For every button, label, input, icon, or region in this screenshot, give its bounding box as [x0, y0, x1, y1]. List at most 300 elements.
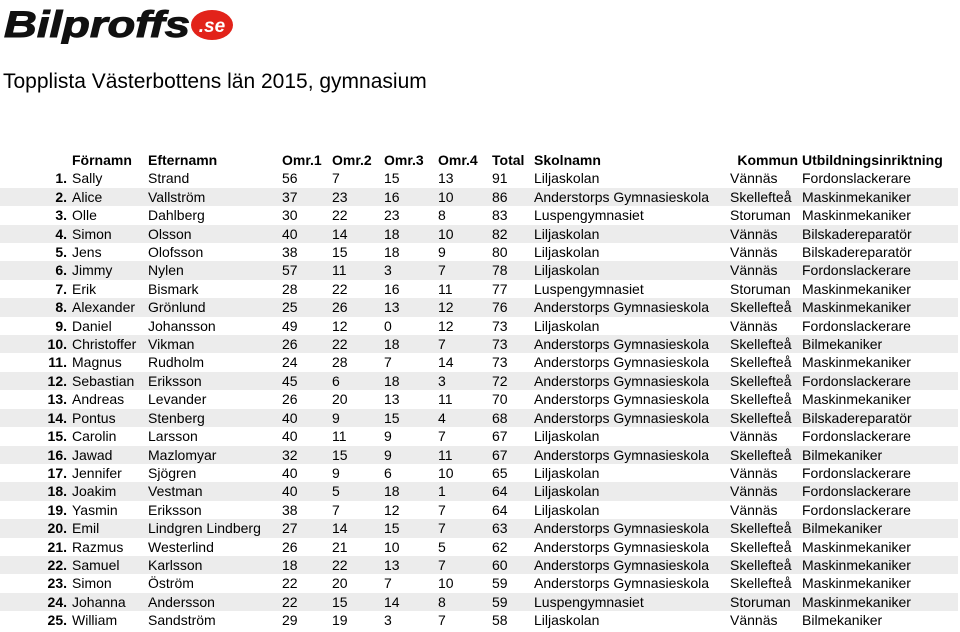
omr3-cell: 7 — [382, 574, 436, 592]
omr3-cell: 13 — [382, 556, 436, 574]
rank-cell: 23. — [0, 574, 70, 592]
school-cell: Liljaskolan — [532, 501, 728, 519]
first-name-cell: Sally — [70, 169, 146, 187]
last-name-cell: Karlsson — [146, 556, 280, 574]
omr4-cell: 10 — [436, 225, 490, 243]
kommun-cell: Skellefteå — [728, 335, 800, 353]
first-name-cell: Simon — [70, 225, 146, 243]
omr3-cell: 12 — [382, 501, 436, 519]
total-cell: 77 — [490, 280, 532, 298]
first-name-cell: Olle — [70, 206, 146, 224]
rank-cell: 15. — [0, 427, 70, 445]
first-name-cell: Daniel — [70, 317, 146, 335]
last-name-cell: Dahlberg — [146, 206, 280, 224]
omr2-cell: 22 — [330, 335, 382, 353]
header-last-name: Efternamn — [148, 152, 218, 168]
table-row — [0, 317, 958, 335]
omr4-cell: 12 — [436, 317, 490, 335]
page-title: Topplista Västerbottens län 2015, gymnasium — [3, 70, 427, 93]
omr4-cell: 14 — [436, 353, 490, 371]
total-cell: 64 — [490, 501, 532, 519]
omr3-cell: 23 — [382, 206, 436, 224]
table-row — [0, 280, 958, 298]
table-row — [0, 298, 958, 316]
table-row — [0, 335, 958, 353]
omr2-cell: 26 — [330, 298, 382, 316]
program-cell: Maskinmekaniker — [800, 593, 958, 611]
leaderboard-table — [0, 151, 958, 630]
last-name-cell: Vallström — [146, 188, 280, 206]
omr4-cell: 7 — [436, 611, 490, 629]
school-cell: Liljaskolan — [532, 611, 728, 629]
kommun-cell: Skellefteå — [728, 574, 800, 592]
school-cell: Liljaskolan — [532, 169, 728, 187]
total-cell: 82 — [490, 225, 532, 243]
table-row — [0, 353, 958, 371]
header-program: Utbildningsinriktning — [802, 152, 943, 168]
last-name-cell: Strand — [146, 169, 280, 187]
header-omr3: Omr.3 — [384, 152, 424, 168]
omr2-cell: 15 — [330, 593, 382, 611]
omr3-cell: 15 — [382, 519, 436, 537]
kommun-cell: Vännäs — [728, 243, 800, 261]
header-kommun: Kommun — [737, 152, 798, 168]
first-name-cell: Pontus — [70, 409, 146, 427]
school-cell: Liljaskolan — [532, 427, 728, 445]
omr1-cell: 24 — [280, 353, 330, 371]
table-row — [0, 593, 958, 611]
rank-cell: 21. — [0, 538, 70, 556]
rank-cell: 19. — [0, 501, 70, 519]
kommun-cell: Storuman — [728, 206, 800, 224]
kommun-cell: Skellefteå — [728, 409, 800, 427]
total-cell: 73 — [490, 353, 532, 371]
program-cell: Bilmekaniker — [800, 335, 958, 353]
omr3-cell: 15 — [382, 409, 436, 427]
rank-cell: 24. — [0, 593, 70, 611]
rank-cell: 12. — [0, 372, 70, 390]
omr4-cell: 1 — [436, 482, 490, 500]
bilproffs-logo[interactable] — [4, 4, 244, 44]
omr4-cell: 12 — [436, 298, 490, 316]
program-cell: Fordonslackerare — [800, 482, 958, 500]
school-cell: Anderstorps Gymnasieskola — [532, 519, 728, 537]
total-cell: 72 — [490, 372, 532, 390]
omr1-cell: 32 — [280, 446, 330, 464]
omr4-cell: 4 — [436, 409, 490, 427]
first-name-cell: Yasmin — [70, 501, 146, 519]
first-name-cell: Andreas — [70, 390, 146, 408]
last-name-cell: Olsson — [146, 225, 280, 243]
kommun-cell: Vännäs — [728, 427, 800, 445]
last-name-cell: Vikman — [146, 335, 280, 353]
total-cell: 86 — [490, 188, 532, 206]
rank-cell: 20. — [0, 519, 70, 537]
omr2-cell: 20 — [330, 390, 382, 408]
program-cell: Maskinmekaniker — [800, 556, 958, 574]
rank-cell: 2. — [0, 188, 70, 206]
program-cell: Bilmekaniker — [800, 519, 958, 537]
program-cell: Maskinmekaniker — [800, 353, 958, 371]
first-name-cell: Jawad — [70, 446, 146, 464]
omr4-cell: 8 — [436, 593, 490, 611]
program-cell: Bilskadereparatör — [800, 225, 958, 243]
last-name-cell: Eriksson — [146, 372, 280, 390]
kommun-cell: Skellefteå — [728, 390, 800, 408]
header-total: Total — [492, 152, 525, 168]
school-cell: Anderstorps Gymnasieskola — [532, 353, 728, 371]
school-cell: Liljaskolan — [532, 317, 728, 335]
program-cell: Maskinmekaniker — [800, 280, 958, 298]
omr2-cell: 12 — [330, 317, 382, 335]
total-cell: 63 — [490, 519, 532, 537]
table-row — [0, 501, 958, 519]
program-cell: Fordonslackerare — [800, 261, 958, 279]
total-cell: 62 — [490, 538, 532, 556]
first-name-cell: Johanna — [70, 593, 146, 611]
last-name-cell: Bismark — [146, 280, 280, 298]
program-cell: Fordonslackerare — [800, 464, 958, 482]
omr3-cell: 18 — [382, 372, 436, 390]
omr1-cell: 18 — [280, 556, 330, 574]
kommun-cell: Skellefteå — [728, 538, 800, 556]
kommun-cell: Vännäs — [728, 464, 800, 482]
table-row — [0, 427, 958, 445]
omr2-cell: 7 — [330, 169, 382, 187]
omr3-cell: 0 — [382, 317, 436, 335]
kommun-cell: Vännäs — [728, 317, 800, 335]
omr3-cell: 6 — [382, 464, 436, 482]
table-row — [0, 372, 958, 390]
last-name-cell: Andersson — [146, 593, 280, 611]
rank-cell: 10. — [0, 335, 70, 353]
omr4-cell: 9 — [436, 243, 490, 261]
omr3-cell: 18 — [382, 482, 436, 500]
omr1-cell: 29 — [280, 611, 330, 629]
first-name-cell: Razmus — [70, 538, 146, 556]
omr4-cell: 7 — [436, 427, 490, 445]
program-cell: Bilmekaniker — [800, 446, 958, 464]
omr4-cell: 5 — [436, 538, 490, 556]
omr3-cell: 9 — [382, 446, 436, 464]
omr3-cell: 3 — [382, 611, 436, 629]
rank-cell: 22. — [0, 556, 70, 574]
school-cell: Anderstorps Gymnasieskola — [532, 556, 728, 574]
omr4-cell: 11 — [436, 390, 490, 408]
program-cell: Fordonslackerare — [800, 501, 958, 519]
omr4-cell: 10 — [436, 464, 490, 482]
rank-cell: 14. — [0, 409, 70, 427]
school-cell: Liljaskolan — [532, 243, 728, 261]
last-name-cell: Levander — [146, 390, 280, 408]
kommun-cell: Skellefteå — [728, 298, 800, 316]
rank-cell: 18. — [0, 482, 70, 500]
total-cell: 60 — [490, 556, 532, 574]
omr1-cell: 25 — [280, 298, 330, 316]
table-row — [0, 611, 958, 629]
program-cell: Maskinmekaniker — [800, 538, 958, 556]
omr1-cell: 26 — [280, 390, 330, 408]
last-name-cell: Lindgren Lindberg — [146, 519, 280, 537]
program-cell: Fordonslackerare — [800, 317, 958, 335]
omr1-cell: 22 — [280, 574, 330, 592]
last-name-cell: Vestman — [146, 482, 280, 500]
first-name-cell: Samuel — [70, 556, 146, 574]
omr1-cell: 40 — [280, 225, 330, 243]
omr4-cell: 7 — [436, 335, 490, 353]
table-header-row — [0, 151, 958, 169]
omr1-cell: 38 — [280, 243, 330, 261]
school-cell: Anderstorps Gymnasieskola — [532, 446, 728, 464]
omr2-cell: 15 — [330, 446, 382, 464]
omr1-cell: 49 — [280, 317, 330, 335]
omr4-cell: 7 — [436, 556, 490, 574]
kommun-cell: Vännäs — [728, 261, 800, 279]
kommun-cell: Skellefteå — [728, 188, 800, 206]
omr2-cell: 22 — [330, 280, 382, 298]
table-row — [0, 556, 958, 574]
first-name-cell: William — [70, 611, 146, 629]
rank-cell: 1. — [0, 169, 70, 187]
omr3-cell: 10 — [382, 538, 436, 556]
omr1-cell: 45 — [280, 372, 330, 390]
omr3-cell: 3 — [382, 261, 436, 279]
first-name-cell: Jens — [70, 243, 146, 261]
omr1-cell: 27 — [280, 519, 330, 537]
omr2-cell: 15 — [330, 243, 382, 261]
total-cell: 73 — [490, 335, 532, 353]
total-cell: 67 — [490, 427, 532, 445]
first-name-cell: Carolin — [70, 427, 146, 445]
omr2-cell: 28 — [330, 353, 382, 371]
total-cell: 73 — [490, 317, 532, 335]
first-name-cell: Erik — [70, 280, 146, 298]
omr1-cell: 40 — [280, 482, 330, 500]
school-cell: Anderstorps Gymnasieskola — [532, 574, 728, 592]
omr3-cell: 14 — [382, 593, 436, 611]
omr2-cell: 9 — [330, 409, 382, 427]
kommun-cell: Skellefteå — [728, 519, 800, 537]
omr4-cell: 7 — [436, 519, 490, 537]
table-row — [0, 538, 958, 556]
omr4-cell: 8 — [436, 206, 490, 224]
table-row — [0, 225, 958, 243]
rank-cell: 6. — [0, 261, 70, 279]
program-cell: Fordonslackerare — [800, 427, 958, 445]
first-name-cell: Alexander — [70, 298, 146, 316]
omr2-cell: 11 — [330, 427, 382, 445]
kommun-cell: Storuman — [728, 593, 800, 611]
kommun-cell: Vännäs — [728, 482, 800, 500]
kommun-cell: Vännäs — [728, 501, 800, 519]
kommun-cell: Storuman — [728, 280, 800, 298]
omr3-cell: 16 — [382, 280, 436, 298]
omr3-cell: 13 — [382, 390, 436, 408]
rank-cell: 9. — [0, 317, 70, 335]
rank-cell: 4. — [0, 225, 70, 243]
omr3-cell: 13 — [382, 298, 436, 316]
omr4-cell: 10 — [436, 188, 490, 206]
omr3-cell: 18 — [382, 243, 436, 261]
omr3-cell: 15 — [382, 169, 436, 187]
program-cell: Maskinmekaniker — [800, 188, 958, 206]
omr4-cell: 13 — [436, 169, 490, 187]
program-cell: Maskinmekaniker — [800, 206, 958, 224]
first-name-cell: Joakim — [70, 482, 146, 500]
rank-cell: 25. — [0, 611, 70, 629]
omr1-cell: 40 — [280, 409, 330, 427]
omr2-cell: 9 — [330, 464, 382, 482]
table-row — [0, 188, 958, 206]
kommun-cell: Skellefteå — [728, 353, 800, 371]
total-cell: 59 — [490, 593, 532, 611]
total-cell: 76 — [490, 298, 532, 316]
school-cell: Liljaskolan — [532, 482, 728, 500]
omr1-cell: 28 — [280, 280, 330, 298]
omr1-cell: 38 — [280, 501, 330, 519]
total-cell: 68 — [490, 409, 532, 427]
school-cell: Anderstorps Gymnasieskola — [532, 409, 728, 427]
last-name-cell: Larsson — [146, 427, 280, 445]
school-cell: Liljaskolan — [532, 225, 728, 243]
last-name-cell: Olofsson — [146, 243, 280, 261]
first-name-cell: Sebastian — [70, 372, 146, 390]
omr1-cell: 26 — [280, 538, 330, 556]
rank-cell: 5. — [0, 243, 70, 261]
total-cell: 70 — [490, 390, 532, 408]
last-name-cell: Nylen — [146, 261, 280, 279]
school-cell: Luspengymnasiet — [532, 280, 728, 298]
omr2-cell: 22 — [330, 206, 382, 224]
last-name-cell: Johansson — [146, 317, 280, 335]
rank-cell: 16. — [0, 446, 70, 464]
header-school: Skolnamn — [534, 152, 601, 168]
program-cell: Fordonslackerare — [800, 169, 958, 187]
header-omr1: Omr.1 — [282, 152, 322, 168]
total-cell: 65 — [490, 464, 532, 482]
program-cell: Maskinmekaniker — [800, 390, 958, 408]
table-row — [0, 574, 958, 592]
school-cell: Liljaskolan — [532, 261, 728, 279]
kommun-cell: Vännäs — [728, 225, 800, 243]
omr3-cell: 9 — [382, 427, 436, 445]
school-cell: Anderstorps Gymnasieskola — [532, 390, 728, 408]
omr1-cell: 57 — [280, 261, 330, 279]
omr2-cell: 21 — [330, 538, 382, 556]
omr2-cell: 7 — [330, 501, 382, 519]
first-name-cell: Emil — [70, 519, 146, 537]
table-row — [0, 261, 958, 279]
omr1-cell: 30 — [280, 206, 330, 224]
omr3-cell: 18 — [382, 225, 436, 243]
header-omr2: Omr.2 — [332, 152, 372, 168]
rank-cell: 3. — [0, 206, 70, 224]
program-cell: Maskinmekaniker — [800, 298, 958, 316]
omr2-cell: 20 — [330, 574, 382, 592]
omr2-cell: 23 — [330, 188, 382, 206]
rank-cell: 8. — [0, 298, 70, 316]
omr1-cell: 40 — [280, 427, 330, 445]
omr2-cell: 22 — [330, 556, 382, 574]
omr4-cell: 7 — [436, 261, 490, 279]
program-cell: Bilmekaniker — [800, 611, 958, 629]
last-name-cell: Westerlind — [146, 538, 280, 556]
omr2-cell: 14 — [330, 519, 382, 537]
table-row — [0, 206, 958, 224]
first-name-cell: Simon — [70, 574, 146, 592]
header-rank — [0, 151, 70, 169]
school-cell: Luspengymnasiet — [532, 206, 728, 224]
total-cell: 80 — [490, 243, 532, 261]
school-cell: Anderstorps Gymnasieskola — [532, 335, 728, 353]
school-cell: Luspengymnasiet — [532, 593, 728, 611]
table-row — [0, 243, 958, 261]
omr2-cell: 5 — [330, 482, 382, 500]
omr1-cell: 22 — [280, 593, 330, 611]
first-name-cell: Magnus — [70, 353, 146, 371]
total-cell: 59 — [490, 574, 532, 592]
omr4-cell: 3 — [436, 372, 490, 390]
kommun-cell: Skellefteå — [728, 556, 800, 574]
last-name-cell: Öström — [146, 574, 280, 592]
logo-tld: .se — [198, 16, 226, 37]
total-cell: 91 — [490, 169, 532, 187]
first-name-cell: Jennifer — [70, 464, 146, 482]
kommun-cell: Vännäs — [728, 611, 800, 629]
school-cell: Liljaskolan — [532, 464, 728, 482]
omr4-cell: 7 — [436, 501, 490, 519]
table-body — [0, 169, 958, 629]
omr3-cell: 7 — [382, 353, 436, 371]
table-row — [0, 446, 958, 464]
table-row — [0, 390, 958, 408]
program-cell: Bilskadereparatör — [800, 243, 958, 261]
program-cell: Bilskadereparatör — [800, 409, 958, 427]
omr1-cell: 26 — [280, 335, 330, 353]
rank-cell: 7. — [0, 280, 70, 298]
first-name-cell: Jimmy — [70, 261, 146, 279]
table-row — [0, 169, 958, 187]
rank-cell: 13. — [0, 390, 70, 408]
total-cell: 78 — [490, 261, 532, 279]
omr2-cell: 14 — [330, 225, 382, 243]
school-cell: Anderstorps Gymnasieskola — [532, 372, 728, 390]
first-name-cell: Christoffer — [70, 335, 146, 353]
school-cell: Anderstorps Gymnasieskola — [532, 538, 728, 556]
rank-cell: 17. — [0, 464, 70, 482]
omr2-cell: 19 — [330, 611, 382, 629]
omr2-cell: 11 — [330, 261, 382, 279]
logo-wordmark: Bilproffs — [4, 4, 191, 44]
last-name-cell: Grönlund — [146, 298, 280, 316]
program-cell: Maskinmekaniker — [800, 574, 958, 592]
omr4-cell: 11 — [436, 280, 490, 298]
school-cell: Anderstorps Gymnasieskola — [532, 188, 728, 206]
first-name-cell: Alice — [70, 188, 146, 206]
omr1-cell: 40 — [280, 464, 330, 482]
total-cell: 83 — [490, 206, 532, 224]
omr4-cell: 11 — [436, 446, 490, 464]
total-cell: 64 — [490, 482, 532, 500]
school-cell: Anderstorps Gymnasieskola — [532, 298, 728, 316]
last-name-cell: Rudholm — [146, 353, 280, 371]
last-name-cell: Sandström — [146, 611, 280, 629]
total-cell: 58 — [490, 611, 532, 629]
omr3-cell: 18 — [382, 335, 436, 353]
table-row — [0, 464, 958, 482]
kommun-cell: Skellefteå — [728, 372, 800, 390]
omr1-cell: 37 — [280, 188, 330, 206]
